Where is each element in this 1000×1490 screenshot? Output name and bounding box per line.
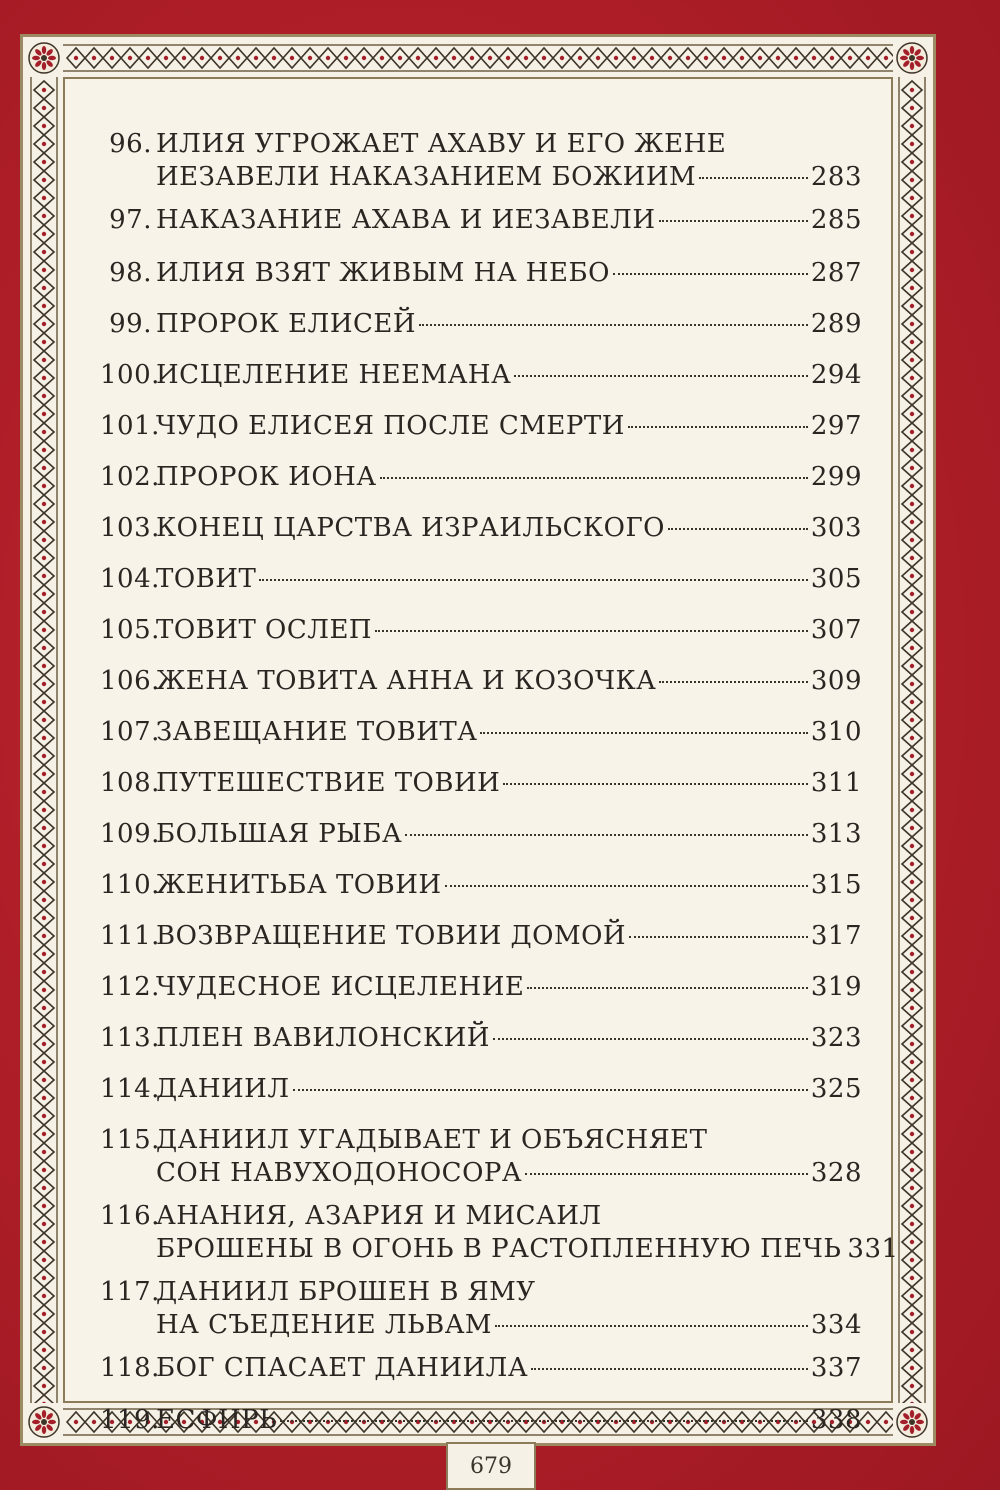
dot-leader xyxy=(514,375,808,377)
dot-leader xyxy=(405,834,808,836)
toc-entry-page: 328 xyxy=(810,1158,862,1188)
toc-entry-page: 297 xyxy=(810,411,862,441)
toc-entry-title: ЧУДЕСНОЕ ИСЦЕЛЕНИЕ xyxy=(156,972,525,1002)
toc-entry xyxy=(100,1124,862,1190)
toc-entry-title: ПРОРОК ЕЛИСЕЙ xyxy=(156,309,417,339)
toc-entry-page: 317 xyxy=(810,921,862,951)
toc-entry-title: ЖЕНИТЬБА ТОВИИ xyxy=(156,870,442,900)
ornament-pattern xyxy=(897,77,927,1403)
dot-leader xyxy=(659,681,808,683)
toc-entry-title: БРОШЕНЫ В ОГОНЬ В РАСТОПЛЕННУЮ ПЕЧЬ xyxy=(156,1234,842,1264)
page-number xyxy=(446,1442,536,1490)
toc-entry-number: 102. xyxy=(100,462,160,492)
toc-entry-number: 113. xyxy=(100,1023,160,1053)
toc-entry xyxy=(100,410,862,443)
toc-entry-number: 103. xyxy=(100,513,160,543)
toc-entry-number: 117. xyxy=(100,1277,160,1307)
toc-entry xyxy=(100,1352,862,1385)
toc-entry xyxy=(100,257,862,290)
toc-entry-number: 111. xyxy=(100,921,160,951)
toc-entry xyxy=(100,665,862,698)
dot-leader xyxy=(531,1368,808,1370)
dot-leader xyxy=(375,630,808,632)
dot-leader xyxy=(503,783,808,785)
toc-entry-title: ДАНИИЛ УГАДЫВАЕТ И ОБЪЯСНЯЕТ xyxy=(156,1125,708,1155)
toc-entry-title: КОНЕЦ ЦАРСТВА ИЗРАИЛЬСКОГО xyxy=(156,513,665,543)
toc-entry-page: 331 xyxy=(847,1234,899,1264)
toc-entry xyxy=(100,461,862,494)
toc-entry-number: 99. xyxy=(109,309,152,339)
toc-entry-page: 299 xyxy=(810,462,862,492)
toc-entry-page: 305 xyxy=(810,564,862,594)
corner-rosette-icon xyxy=(27,41,61,75)
toc-entry-number: 110. xyxy=(100,870,160,900)
toc-entry-title: ПЛЕН ВАВИЛОНСКИЙ xyxy=(156,1023,490,1053)
toc-entry-title: НАКАЗАНИЕ АХАВА И ИЕЗАВЕЛИ xyxy=(156,205,656,235)
toc-entry-number: 116. xyxy=(100,1201,160,1231)
toc-entry-number: 114. xyxy=(100,1074,160,1104)
toc-entry-page: 303 xyxy=(810,513,862,543)
toc-entry xyxy=(100,614,862,647)
toc-entry-number: 98. xyxy=(109,258,152,288)
toc-entry-page: 294 xyxy=(810,360,862,390)
toc-entry-title: ПРОРОК ИОНА xyxy=(156,462,377,492)
toc-entry xyxy=(100,563,862,596)
toc-entry-title: БОЛЬШАЯ РЫБА xyxy=(156,819,403,849)
toc-entry xyxy=(100,512,862,545)
toc-entry xyxy=(100,1200,899,1266)
toc-entry-page: 315 xyxy=(810,870,862,900)
toc-entry-number: 97. xyxy=(109,205,152,235)
toc-entry xyxy=(100,1073,862,1106)
toc-entry xyxy=(100,716,862,749)
ornament-pattern xyxy=(63,43,893,73)
toc-entry-page: 338 xyxy=(810,1405,862,1435)
toc-entry-page: 289 xyxy=(810,309,862,339)
dot-leader xyxy=(527,987,808,989)
toc-entry-page: 337 xyxy=(810,1353,862,1383)
toc-entry-number: 118. xyxy=(100,1353,160,1383)
toc-entry-title: ТОВИТ xyxy=(156,564,257,594)
corner-rosette-icon xyxy=(895,41,929,75)
dot-leader xyxy=(493,1038,808,1040)
dot-leader xyxy=(613,273,808,275)
dot-leader xyxy=(445,885,808,887)
toc-entry-page: 287 xyxy=(810,258,862,288)
toc-entry xyxy=(100,767,862,800)
toc-entry-title: БОГ СПАСАЕТ ДАНИИЛА xyxy=(156,1353,529,1383)
toc-entry-title: НА СЪЕДЕНИЕ ЛЬВАМ xyxy=(156,1310,493,1340)
toc-entry xyxy=(100,204,862,237)
toc-entry-number: 108. xyxy=(100,768,160,798)
dot-leader xyxy=(380,477,808,479)
toc-entry-title: ИЕЗАВЕЛИ НАКАЗАНИЕМ БОЖИИМ xyxy=(156,162,697,192)
ornament-pattern xyxy=(29,77,59,1403)
toc-entry-page: 323 xyxy=(810,1023,862,1053)
dot-leader xyxy=(419,324,808,326)
toc-entry-title: АНАНИЯ, АЗАРИЯ И МИСАИЛ xyxy=(156,1201,602,1231)
ornament-band-left xyxy=(29,77,59,1403)
dot-leader xyxy=(259,579,808,581)
toc-entry xyxy=(100,971,862,1004)
toc-entry xyxy=(100,869,862,902)
dot-leader xyxy=(628,426,808,428)
toc-entry xyxy=(100,359,862,392)
dot-leader xyxy=(668,528,808,530)
toc-entry xyxy=(100,128,862,194)
toc-entry-page: 313 xyxy=(810,819,862,849)
toc-entry-page: 311 xyxy=(810,768,862,798)
toc-entry-number: 105. xyxy=(100,615,160,645)
toc-entry-title: ЕСФИРЬ xyxy=(156,1405,278,1435)
dot-leader xyxy=(280,1420,808,1422)
toc-entry-page: 309 xyxy=(810,666,862,696)
dot-leader xyxy=(525,1173,808,1175)
toc-entry-title: ИСЦЕЛЕНИЕ НЕЕМАНА xyxy=(156,360,512,390)
toc-entry-page: 319 xyxy=(810,972,862,1002)
toc-entry-title: ДАНИИЛ xyxy=(156,1074,290,1104)
toc-entry xyxy=(100,920,862,953)
dot-leader xyxy=(480,732,807,734)
toc-entry-title: СОН НАВУХОДОНОСОРА xyxy=(156,1158,523,1188)
toc-entry-number: 100. xyxy=(100,360,160,390)
ornament-band-right xyxy=(897,77,927,1403)
corner-rosette-icon xyxy=(895,1405,929,1439)
toc-entry xyxy=(100,308,862,341)
toc-entry-page: 310 xyxy=(810,717,862,747)
page-number-text: 679 xyxy=(470,1453,512,1479)
toc-entry-page: 334 xyxy=(810,1310,862,1340)
toc-entry xyxy=(100,1022,862,1055)
toc-entry xyxy=(100,1404,862,1437)
toc-entry-title: ТОВИТ ОСЛЕП xyxy=(156,615,373,645)
dot-leader xyxy=(659,220,808,222)
toc-entry-title: ПУТЕШЕСТВИЕ ТОВИИ xyxy=(156,768,501,798)
toc-entry-number: 107. xyxy=(100,717,160,747)
corner-rosette-icon xyxy=(27,1405,61,1439)
toc-entry-number: 101. xyxy=(100,411,160,441)
ornament-band-top xyxy=(63,43,893,73)
toc-entry-page: 307 xyxy=(810,615,862,645)
toc-entry-title: ВОЗВРАЩЕНИЕ ТОВИИ ДОМОЙ xyxy=(156,921,627,951)
toc-entry-title: ИЛИЯ УГРОЖАЕТ АХАВУ И ЕГО ЖЕНЕ xyxy=(156,129,727,159)
toc-entry-title: ЗАВЕЩАНИЕ ТОВИТА xyxy=(156,717,478,747)
dot-leader xyxy=(629,936,808,938)
dot-leader xyxy=(495,1325,808,1327)
toc-entry xyxy=(100,818,862,851)
toc-entry-number: 119. xyxy=(100,1405,160,1435)
toc-entry-title: ИЛИЯ ВЗЯТ ЖИВЫМ НА НЕБО xyxy=(156,258,610,288)
toc-entry-number: 112. xyxy=(100,972,160,1002)
toc-entry-number: 115. xyxy=(100,1125,160,1155)
toc-entry-page: 285 xyxy=(810,205,862,235)
dot-leader xyxy=(699,177,808,179)
toc-entry-page: 325 xyxy=(810,1074,862,1104)
toc-entry-title: ЖЕНА ТОВИТА АННА И КОЗОЧКА xyxy=(156,666,657,696)
toc-entry-number: 109. xyxy=(100,819,160,849)
toc-entry-number: 96. xyxy=(109,129,152,159)
toc-entry-page: 283 xyxy=(810,162,862,192)
toc-entry xyxy=(100,1276,862,1342)
toc-entry-number: 104. xyxy=(100,564,160,594)
toc-entry-title: ДАНИИЛ БРОШЕН В ЯМУ xyxy=(156,1277,536,1307)
toc-entry-title: ЧУДО ЕЛИСЕЯ ПОСЛЕ СМЕРТИ xyxy=(156,411,625,441)
toc-entry-number: 106. xyxy=(100,666,160,696)
dot-leader xyxy=(293,1089,808,1091)
